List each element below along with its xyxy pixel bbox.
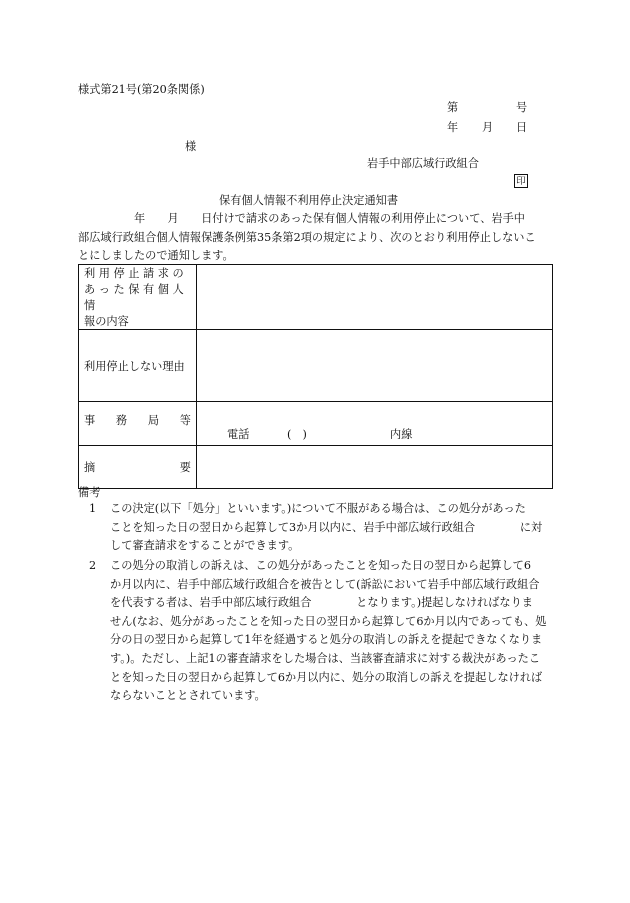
label-remarks (79, 446, 197, 489)
note-text (110, 500, 554, 556)
table-row-remarks (79, 446, 553, 489)
body-line: 部広域行政組合個人情報保護条例第35条第2項の規定により、次のとおり利用停止しないこ (78, 230, 536, 244)
note-line: とを知った日の翌日から起算して6か月以内に、処分の取消しの訴えを提起しなければ (110, 670, 543, 684)
value-request-content[interactable] (197, 265, 553, 330)
issuer-name: 岩手中部広域行政組合 (367, 157, 479, 170)
note-line: を代表する者は、岩手中部広域行政組合 となります。)提起しなければなりま (110, 596, 533, 610)
body-text (78, 210, 553, 266)
notes-heading: 備考 (78, 486, 101, 499)
info-table (78, 264, 553, 489)
doc-number-suffix: 号 (516, 101, 528, 114)
value-reason[interactable] (197, 330, 553, 402)
label-reason: 利用停止しない理由 (79, 330, 197, 402)
date-day: 日 (516, 121, 528, 134)
extension-label: 内線 (390, 428, 413, 441)
note-line: この処分の取消しの訴えは、この処分があったことを知った日の翌日から起算して6 (110, 559, 531, 572)
label-office (79, 402, 197, 446)
note-text (110, 557, 554, 706)
label-char: 事 (84, 413, 96, 427)
label-char: 等 (179, 413, 191, 427)
table-row-request-content (79, 265, 553, 330)
label-line: 利 用 停 止 請 求 の (84, 267, 184, 280)
seal-mark: 印 (514, 174, 528, 188)
note-line: この決定(以下「処分」といいます。)について不服がある場合は、この処分があった (110, 502, 526, 515)
form-number: 様式第21号(第20条関係) (78, 83, 205, 96)
label-char: 要 (179, 461, 191, 474)
value-office[interactable] (197, 402, 553, 446)
note-line: す。)。ただし、上記1の審査請求をした場合は、当該審査請求に対する裁決があったこ (110, 651, 541, 665)
label-line: あ っ た 保 有 個 人 情 (84, 283, 184, 312)
label-line: 報の内容 (84, 315, 129, 328)
tel-area-code: ( ) (287, 428, 307, 441)
document-title: 保有個人情報不利用停止決定通知書 (219, 194, 399, 207)
label-request-content (79, 265, 197, 330)
label-char: 局 (147, 413, 160, 427)
value-remarks[interactable] (197, 446, 553, 489)
label-char: 摘 (84, 461, 96, 474)
note-line: して審査請求をすることができます。 (110, 539, 300, 553)
doc-number-prefix: 第 (447, 101, 459, 114)
table-row-reason (79, 330, 553, 402)
body-line: とにしましたので通知します。 (78, 249, 234, 262)
note-line: ならないこととされています。 (110, 689, 266, 703)
note-number: 1 (89, 502, 97, 515)
date-month: 月 (482, 121, 494, 134)
body-line: 年 月 日付けで請求のあった保有個人情報の利用停止について、岩手中 (78, 212, 525, 225)
note-line: か月以内に、岩手中部広域行政組合を被告として(訴訟において岩手中部広域行政組合 (110, 577, 540, 591)
table-row-office (79, 402, 553, 446)
note-line: ことを知った日の翌日から起算して3か月以内に、岩手中部広域行政組合 に対 (110, 520, 543, 534)
note-line: 分の日の翌日から起算して1年を経過すると処分の取消しの訴えを提起できなくなりま (110, 633, 543, 647)
note-line: せん(なお、処分があったことを知った日の翌日から起算して6か月以内であっても、処 (110, 614, 547, 628)
addressee-suffix: 様 (185, 140, 197, 153)
tel-label: 電話 (227, 428, 250, 441)
label-char: 務 (115, 413, 128, 427)
date-year: 年 (447, 121, 459, 134)
note-number: 2 (89, 559, 97, 572)
